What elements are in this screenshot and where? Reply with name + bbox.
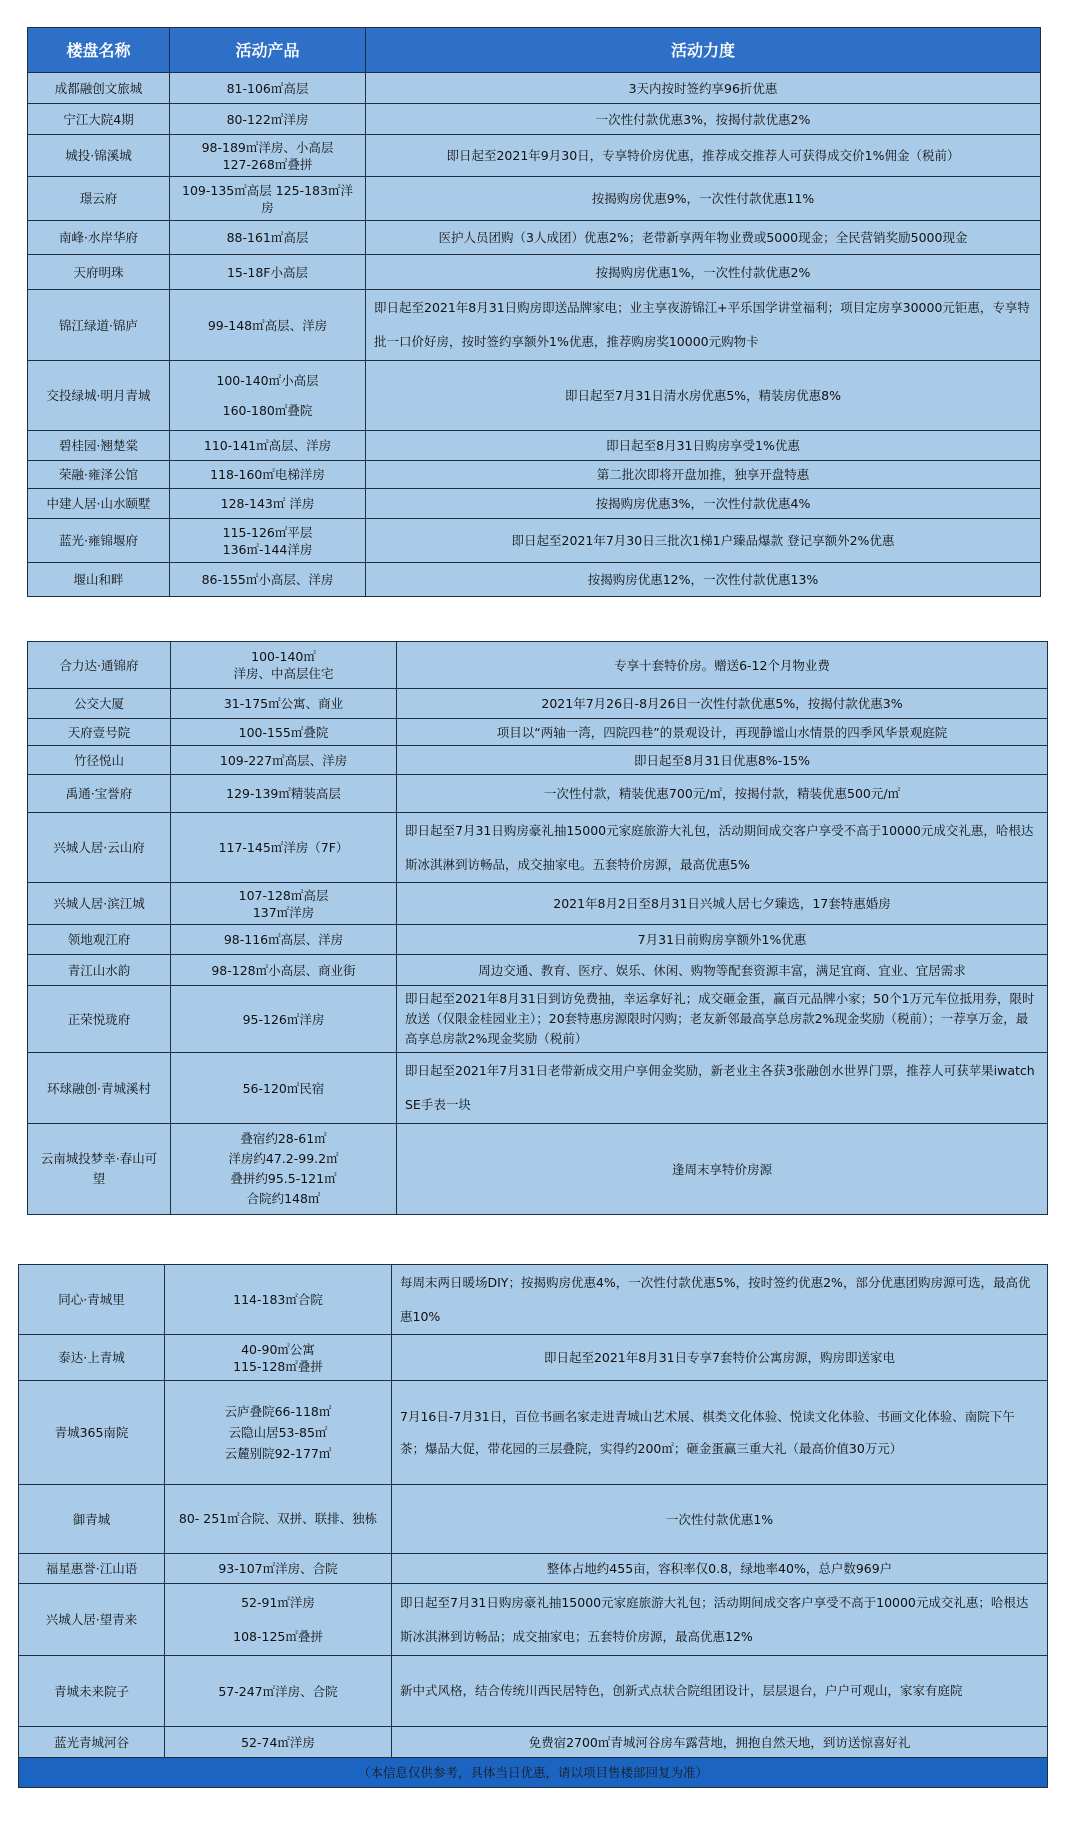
- property-promo: 一次性付款优惠1%: [392, 1485, 1048, 1554]
- property-promo: 周边交通、教育、医疗、娱乐、休闲、购物等配套资源丰富，满足宜商、宜业、宜居需求: [397, 955, 1048, 986]
- table-row: [28, 361, 1041, 431]
- property-product: 15-18F小高层: [170, 255, 366, 290]
- property-name: 福星惠誉·江山语: [19, 1554, 165, 1584]
- property-promo: 3天内按时签约享96折优惠: [366, 73, 1041, 104]
- property-product: 109-135㎡高层 125-183㎡洋房: [170, 177, 366, 221]
- property-product: 80- 251㎡合院、双拼、联排、独栋: [165, 1485, 392, 1554]
- table-row: [28, 1053, 1048, 1124]
- table-row: [28, 431, 1041, 461]
- property-promo: 专享十套特价房。赠送6-12个月物业费: [397, 642, 1048, 689]
- property-product: 114-183㎡合院: [165, 1265, 392, 1335]
- property-product: 40-90㎡公寓 115-128㎡叠拼: [165, 1335, 392, 1381]
- property-name: 同心·青城里: [19, 1265, 165, 1335]
- table-row: [28, 73, 1041, 104]
- table-row: [28, 775, 1048, 813]
- property-promo: 2021年7月26日-8月26日一次性付款优惠5%，按揭付款优惠3%: [397, 689, 1048, 719]
- table-row: [28, 746, 1048, 775]
- property-product: 115-126㎡平层 136㎡-144洋房: [170, 519, 366, 563]
- property-product: 88-161㎡高层: [170, 221, 366, 255]
- property-name: 兴城人居·云山府: [28, 813, 171, 883]
- table-row: [28, 925, 1048, 955]
- table-row: [28, 104, 1041, 135]
- property-promo: 即日起至2021年9月30日，专享特价房优惠，推荐成交推荐人可获得成交价1%佣金（税前）: [366, 135, 1041, 177]
- table-row: [28, 221, 1041, 255]
- property-promo: 一次性付款优惠3%，按揭付款优惠2%: [366, 104, 1041, 135]
- property-name: 中建人居·山水颐墅: [28, 489, 170, 519]
- table-row: [19, 1554, 1048, 1584]
- property-name: 御青城: [19, 1485, 165, 1554]
- promo-table-1: [27, 27, 1041, 597]
- footer-row: [19, 1758, 1048, 1788]
- property-product: 117-145㎡洋房（7F）: [171, 813, 397, 883]
- table-row: [28, 1124, 1048, 1215]
- property-name: 交投绿城·明月青城: [28, 361, 170, 431]
- property-name: 天府明珠: [28, 255, 170, 290]
- table-row: [19, 1381, 1048, 1485]
- property-name: 成都融创文旅城: [28, 73, 170, 104]
- property-promo: 即日起至7月31日购房豪礼抽15000元家庭旅游大礼包；活动期间成交客户享受不高于10000元成交礼惠；哈根达斯冰淇淋到访畅品；成交抽家电；五套特价房源，最高优惠12%: [392, 1584, 1048, 1656]
- property-name: 兴城人居·望青来: [19, 1584, 165, 1656]
- property-name: 合力达·通锦府: [28, 642, 171, 689]
- table-row: [19, 1584, 1048, 1656]
- property-promo: 项目以“两轴一湾，四院四巷”的景观设计，再现静谧山水情景的四季风华景观庭院: [397, 719, 1048, 746]
- property-name: 青江山水韵: [28, 955, 171, 986]
- property-name: 宁江大院4期: [28, 104, 170, 135]
- property-name: 正荣悦珑府: [28, 986, 171, 1053]
- table-row: [28, 883, 1048, 925]
- table-row: [28, 135, 1041, 177]
- property-name: 堰山和畔: [28, 563, 170, 597]
- table-row: [28, 177, 1041, 221]
- property-product: 99-148㎡高层、洋房: [170, 290, 366, 361]
- property-product: 109-227㎡高层、洋房: [171, 746, 397, 775]
- property-product: 56-120㎡民宿: [171, 1053, 397, 1124]
- property-product: 129-139㎡精装高层: [171, 775, 397, 813]
- property-promo: 按揭购房优惠12%，一次性付款优惠13%: [366, 563, 1041, 597]
- property-promo: 2021年8月2日至8月31日兴城人居七夕臻选，17套特惠婚房: [397, 883, 1048, 925]
- property-product: 81-106㎡高层: [170, 73, 366, 104]
- property-product: 98-116㎡高层、洋房: [171, 925, 397, 955]
- property-name: 璟云府: [28, 177, 170, 221]
- property-product: 100-155㎡叠院: [171, 719, 397, 746]
- property-promo: 第二批次即将开盘加推，独享开盘特惠: [366, 461, 1041, 489]
- property-promo: 每周末两日暖场DIY；按揭购房优惠4%，一次性付款优惠5%，按时签约优惠2%，部分优惠团购房源可选，最高优惠10%: [392, 1265, 1048, 1335]
- header-name: 楼盘名称: [28, 28, 170, 73]
- property-product: 100-140㎡小高层 160-180㎡叠院: [170, 361, 366, 431]
- disclaimer-note: （本信息仅供参考，具体当日优惠，请以项目售楼部回复为准）: [19, 1758, 1048, 1788]
- property-product: 云庐叠院66-118㎡ 云隐山居53-85㎡ 云麓别院92-177㎡: [165, 1381, 392, 1485]
- property-promo: 逢周末享特价房源: [397, 1124, 1048, 1215]
- property-promo: 免费宿2700㎡青城河谷房车露营地，拥抱自然天地，到访送惊喜好礼: [392, 1727, 1048, 1758]
- property-product: 98-189㎡洋房、小高层 127-268㎡叠拼: [170, 135, 366, 177]
- property-promo: 即日起至8月31日购房享受1%优惠: [366, 431, 1041, 461]
- property-name: 环球融创·青城溪村: [28, 1053, 171, 1124]
- property-promo: 按揭购房优惠3%，一次性付款优惠4%: [366, 489, 1041, 519]
- property-product: 98-128㎡小高层、商业街: [171, 955, 397, 986]
- property-name: 兴城人居·滨江城: [28, 883, 171, 925]
- property-promo: 按揭购房优惠9%，一次性付款优惠11%: [366, 177, 1041, 221]
- property-name: 禹通·宝誉府: [28, 775, 171, 813]
- table-row: [28, 290, 1041, 361]
- property-promo: 一次性付款，精装优惠700元/㎡，按揭付款，精装优惠500元/㎡: [397, 775, 1048, 813]
- header-product: 活动产品: [170, 28, 366, 73]
- property-product: 95-126㎡洋房: [171, 986, 397, 1053]
- table-header-row: [28, 28, 1041, 73]
- promo-table-2: [27, 641, 1048, 1215]
- table-row: [28, 955, 1048, 986]
- property-product: 57-247㎡洋房、合院: [165, 1656, 392, 1727]
- property-promo: 即日起至2021年8月31日购房即送品牌家电；业主享夜游锦江+平乐国学讲堂福利；项目定房享30000元钜惠，专享特批一口价好房，按时签约享额外1%优惠，推荐购房奖10000元购物卡: [366, 290, 1041, 361]
- property-promo: 即日起至7月31日清水房优惠5%，精装房优惠8%: [366, 361, 1041, 431]
- property-name: 城投·锦溪城: [28, 135, 170, 177]
- property-product: 118-160㎡电梯洋房: [170, 461, 366, 489]
- property-product: 52-74㎡洋房: [165, 1727, 392, 1758]
- property-promo: 即日起至2021年8月31日到访免费抽，幸运拿好礼；成交砸金蛋，赢百元品牌小家；50个1万元车位抵用券，限时放送（仅限金桂园业主）；20套特惠房源限时闪购；老友新邻最高享总房款2%现金奖励（税前）；一荐享万金，最高享总房款2%现金奖励（税前）: [397, 986, 1048, 1053]
- property-promo: 新中式风格，结合传统川西民居特色，创新式点状合院组团设计，层层退台，户户可观山，家家有庭院: [392, 1656, 1048, 1727]
- property-product: 86-155㎡小高层、洋房: [170, 563, 366, 597]
- table-row: [19, 1727, 1048, 1758]
- property-product: 128-143㎡ 洋房: [170, 489, 366, 519]
- property-product: 叠宿约28-61㎡ 洋房约47.2-99.2㎡ 叠拼约95.5-121㎡ 合院约148㎡: [171, 1124, 397, 1215]
- property-name: 泰达·上青城: [19, 1335, 165, 1381]
- table-row: [19, 1335, 1048, 1381]
- table-row: [28, 563, 1041, 597]
- property-name: 锦江绿道·锦庐: [28, 290, 170, 361]
- property-product: 100-140㎡ 洋房、中高层住宅: [171, 642, 397, 689]
- property-name: 荣融·雍泽公馆: [28, 461, 170, 489]
- header-promo: 活动力度: [366, 28, 1041, 73]
- table-row: [28, 642, 1048, 689]
- property-promo: 即日起至2021年8月31日专享7套特价公寓房源，购房即送家电: [392, 1335, 1048, 1381]
- property-name: 天府壹号院: [28, 719, 171, 746]
- property-promo: 医护人员团购（3人成团）优惠2%；老带新享两年物业费或5000现金；全民营销奖励5000现金: [366, 221, 1041, 255]
- property-name: 公交大厦: [28, 689, 171, 719]
- property-promo: 即日起至2021年7月30日三批次1梯1户臻品爆款 登记享额外2%优惠: [366, 519, 1041, 563]
- property-name: 领地观江府: [28, 925, 171, 955]
- table-row: [28, 813, 1048, 883]
- property-promo: 整体占地约455亩，容积率仅0.8，绿地率40%，总户数969户: [392, 1554, 1048, 1584]
- property-product: 110-141㎡高层、洋房: [170, 431, 366, 461]
- property-promo: 即日起至7月31日购房豪礼抽15000元家庭旅游大礼包，活动期间成交客户享受不高于10000元成交礼惠，哈根达斯冰淇淋到访畅品，成交抽家电。五套特价房源，最高优惠5%: [397, 813, 1048, 883]
- property-name: 蓝光·雍锦堰府: [28, 519, 170, 563]
- property-product: 52-91㎡洋房 108-125㎡叠拼: [165, 1584, 392, 1656]
- property-name: 云南城投梦幸·春山可望: [28, 1124, 171, 1215]
- property-promo: 即日起至8月31日优惠8%-15%: [397, 746, 1048, 775]
- property-name: 竹径悦山: [28, 746, 171, 775]
- promo-table-3: [18, 1264, 1048, 1788]
- property-promo: 按揭购房优惠1%，一次性付款优惠2%: [366, 255, 1041, 290]
- property-promo: 7月31日前购房享额外1%优惠: [397, 925, 1048, 955]
- table-row: [28, 461, 1041, 489]
- property-product: 31-175㎡公寓、商业: [171, 689, 397, 719]
- property-product: 80-122㎡洋房: [170, 104, 366, 135]
- table-row: [28, 986, 1048, 1053]
- property-name: 青城未来院子: [19, 1656, 165, 1727]
- property-promo: 7月16日-7月31日，百位书画名家走进青城山艺术展、棋类文化体验、悦读文化体验、书画文化体验、南院下午茶；爆品大促，带花园的三层叠院，实得约200㎡；砸金蛋赢三重大礼（最高价值30万元）: [392, 1381, 1048, 1485]
- table-row: [28, 689, 1048, 719]
- table-row: [28, 519, 1041, 563]
- table-row: [28, 255, 1041, 290]
- table-row: [28, 719, 1048, 746]
- table-row: [19, 1656, 1048, 1727]
- property-product: 93-107㎡洋房、合院: [165, 1554, 392, 1584]
- property-promo: 即日起至2021年7月31日老带新成交用户享佣金奖励，新老业主各获3张融创水世界门票，推荐人可获苹果iwatch SE手表一块: [397, 1053, 1048, 1124]
- property-name: 蓝光青城河谷: [19, 1727, 165, 1758]
- table-row: [19, 1485, 1048, 1554]
- table-row: [19, 1265, 1048, 1335]
- property-name: 青城365南院: [19, 1381, 165, 1485]
- table-row: [28, 489, 1041, 519]
- property-name: 南峰·水岸华府: [28, 221, 170, 255]
- property-product: 107-128㎡高层 137㎡洋房: [171, 883, 397, 925]
- property-name: 碧桂园·翘楚棠: [28, 431, 170, 461]
